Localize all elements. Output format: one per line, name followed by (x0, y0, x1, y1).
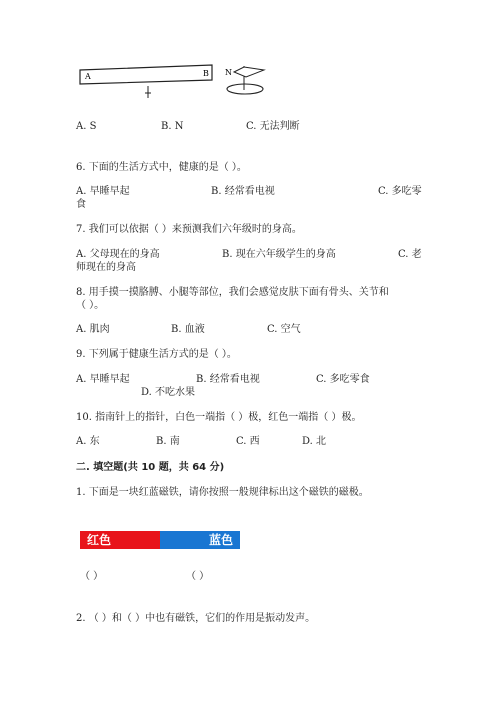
q9-option-c: C. 多吃零食 (316, 374, 370, 385)
q6-option-c: C. 多吃零 (378, 186, 422, 197)
fill2-stem: 2. （ ）和（ ）中也有磁铁，它们的作用是振动发声。 (76, 613, 316, 624)
q10-option-d: D. 北 (302, 436, 327, 447)
fill1-stem: 1. 下面是一块红蓝磁铁，请你按照一般规律标出这个磁铁的磁极。 (76, 487, 369, 498)
section-heading: 二. 填空题(共 10 题，共 64 分) (76, 462, 225, 473)
magnet-blue-half (160, 531, 240, 549)
magnet-label-b: B (203, 69, 209, 78)
q10-stem: 10. 指南针上的指针，白色一端指（ ）极，红色一端指（ ）极。 (76, 412, 362, 423)
q7-option-a: A. 父母现在的身高 (76, 249, 160, 260)
q8-stem-line1: 8. 用手摸一摸胳膊、小腿等部位，我们会感觉皮肤下面有骨头、关节和 (76, 287, 389, 298)
q8-option-a: A. 肌肉 (76, 324, 110, 335)
red-label: 红色 (87, 533, 112, 547)
magnet-compass-figure (76, 58, 276, 108)
q5-option-a: A. S (76, 121, 97, 132)
q10-option-c: C. 西 (236, 436, 260, 447)
q8-stem-line2: （ ）。 (76, 300, 105, 311)
q7-option-c-wrap: 师现在的身高 (76, 262, 136, 273)
q7-option-c: C. 老 (398, 249, 422, 260)
q8-option-c: C. 空气 (267, 324, 301, 335)
q7-stem: 7. 我们可以依据（ ）来预测我们六年级时的身高。 (76, 224, 302, 235)
q6-option-c-wrap: 食 (76, 199, 86, 210)
q9-option-a: A. 早睡早起 (76, 374, 130, 385)
q9-option-b: B. 经常看电视 (196, 374, 260, 385)
magnet-red-half (80, 531, 160, 549)
q9-option-d: D. 不吃水果 (141, 387, 196, 398)
compass-needle-icon (227, 66, 264, 94)
q6-option-b: B. 经常看电视 (211, 186, 275, 197)
q9-stem: 9. 下列属于健康生活方式的是（ ）。 (76, 349, 237, 360)
q6-option-a: A. 早睡早起 (76, 186, 130, 197)
q10-option-b: B. 南 (156, 436, 180, 447)
bar-magnet (80, 65, 212, 84)
q6-stem: 6. 下面的生活方式中，健康的是（ ）。 (76, 162, 247, 173)
fill1-blank-left: （ ） (80, 571, 104, 582)
q5-option-c: C. 无法判断 (246, 121, 300, 132)
fill1-blank-right: （ ） (186, 571, 210, 582)
compass-label-n: N (225, 68, 232, 77)
hanging-string (145, 86, 151, 98)
magnet-label-a: A (85, 72, 91, 81)
q8-option-b: B. 血液 (171, 324, 205, 335)
q7-option-b: B. 现在六年级学生的身高 (222, 249, 336, 260)
blue-label: 蓝色 (208, 533, 233, 547)
q5-option-b: B. N (161, 121, 184, 132)
q10-option-a: A. 东 (76, 436, 100, 447)
